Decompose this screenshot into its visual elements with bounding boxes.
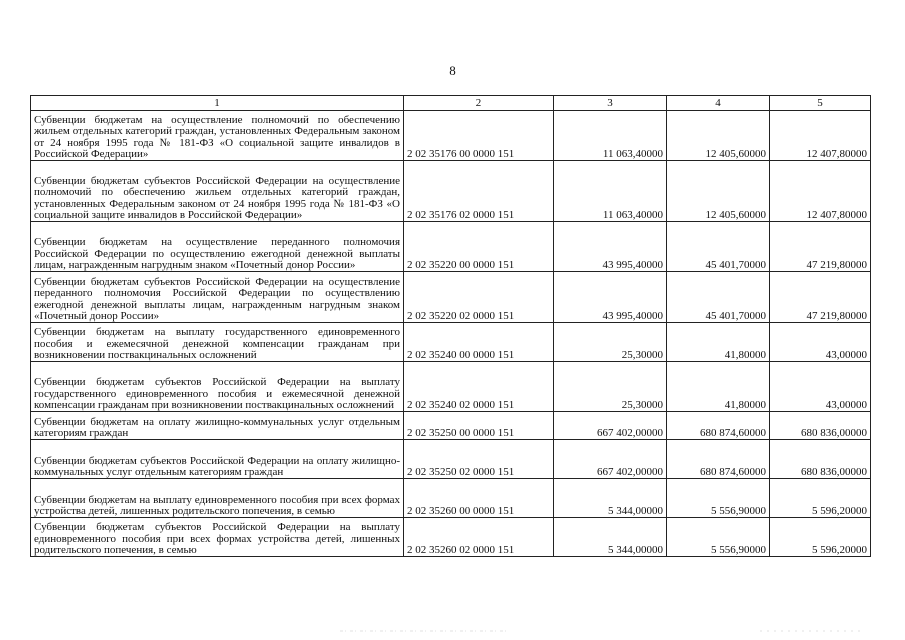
row-classification-code: 2 02 35250 02 0000 151 — [404, 440, 554, 479]
row-classification-code: 2 02 35250 00 0000 151 — [404, 412, 554, 440]
row-description: Субвенции бюджетам на осуществление переданного полномочия Российской Федерации по осуществлению ежегодной денежной выплаты лицам, награжденным нагрудным знаком «Почетный донор России» — [31, 222, 404, 272]
row-classification-code: 2 02 35220 02 0000 151 — [404, 272, 554, 323]
row-value-col3: 25,30000 — [554, 323, 667, 362]
row-value-col3: 5 344,00000 — [554, 518, 667, 557]
row-description: Субвенции бюджетам субъектов Российской Федерации на осуществление полномочий по обеспечению жильем отдельных категорий граждан, установленных Федеральным законом от 24 ноября 1995 года № 181-ФЗ «О социальной защите инвалидов в Российской Федерации» — [31, 161, 404, 222]
row-description: Субвенции бюджетам на осуществление полномочий по обеспечению жильем отдельных категорий граждан, установленных Федеральным законом от 24 ноября 1995 года № 181-ФЗ «О социальной защите инвалидов в Российской Федерации» — [31, 111, 404, 161]
row-value-col5: 43,00000 — [770, 323, 871, 362]
row-classification-code: 2 02 35260 00 0000 151 — [404, 479, 554, 518]
table-row — [31, 161, 871, 222]
column-header-1: 1 — [31, 96, 404, 111]
row-classification-code: 2 02 35240 00 0000 151 — [404, 323, 554, 362]
page-number: 8 — [449, 63, 456, 78]
table-row — [31, 362, 871, 412]
table-row — [31, 222, 871, 272]
budget-table — [30, 95, 871, 557]
row-value-col5: 47 219,80000 — [770, 222, 871, 272]
row-value-col4: 12 405,60000 — [667, 111, 770, 161]
row-classification-code: 2 02 35240 02 0000 151 — [404, 362, 554, 412]
row-description: Субвенции бюджетам субъектов Российской Федерации на оплату жилищно-коммунальных услуг отдельным категориям граждан — [31, 440, 404, 479]
table-row — [31, 323, 871, 362]
row-value-col3: 11 063,40000 — [554, 161, 667, 222]
row-value-col5: 680 836,00000 — [770, 412, 871, 440]
row-value-col4: 680 874,60000 — [667, 412, 770, 440]
row-value-col3: 667 402,00000 — [554, 412, 667, 440]
column-header-5: 5 — [770, 96, 871, 111]
table-row — [31, 111, 871, 161]
table-row — [31, 440, 871, 479]
row-description: Субвенции бюджетам на оплату жилищно-коммунальных услуг отдельным категориям граждан — [31, 412, 404, 440]
row-description: Субвенции бюджетам субъектов Российской Федерации на выплату государственного единовременного пособия и ежемесячной денежной компенсации гражданам при возникновении поствакцинальных осложнений — [31, 362, 404, 412]
row-value-col3: 11 063,40000 — [554, 111, 667, 161]
table-row — [31, 412, 871, 440]
row-classification-code: 2 02 35260 02 0000 151 — [404, 518, 554, 557]
header-row — [31, 96, 871, 111]
row-value-col3: 43 995,40000 — [554, 272, 667, 323]
row-value-col5: 12 407,80000 — [770, 111, 871, 161]
row-classification-code: 2 02 35176 00 0000 151 — [404, 111, 554, 161]
row-value-col4: 45 401,70000 — [667, 272, 770, 323]
table-row — [31, 479, 871, 518]
row-classification-code: 2 02 35220 00 0000 151 — [404, 222, 554, 272]
row-value-col3: 667 402,00000 — [554, 440, 667, 479]
row-value-col3: 25,30000 — [554, 362, 667, 412]
row-value-col4: 45 401,70000 — [667, 222, 770, 272]
row-value-col5: 5 596,20000 — [770, 479, 871, 518]
row-value-col4: 41,80000 — [667, 323, 770, 362]
table-row — [31, 518, 871, 557]
row-value-col3: 43 995,40000 — [554, 222, 667, 272]
row-description: Субвенции бюджетам на выплату единовременного пособия при всех формах устройства детей, лишенных родительского попечения, в семью — [31, 479, 404, 518]
row-value-col5: 5 596,20000 — [770, 518, 871, 557]
column-header-4: 4 — [667, 96, 770, 111]
row-value-col4: 680 874,60000 — [667, 440, 770, 479]
row-description: Субвенции бюджетам на выплату государственного единовременного пособия и ежемесячной денежной компенсации гражданам при возникновении поствакцинальных осложнений — [31, 323, 404, 362]
row-description: Субвенции бюджетам субъектов Российской Федерации на осуществление переданного полномочия Российской Федерации по осуществлению ежегодной денежной выплаты лицам, награжденным нагрудным знаком «Почетный донор России» — [31, 272, 404, 323]
row-description: Субвенции бюджетам субъектов Российской Федерации на выплату единовременного пособия при всех формах устройства детей, лишенных родительского попечения, в семью — [31, 518, 404, 557]
row-value-col5: 12 407,80000 — [770, 161, 871, 222]
column-header-2: 2 — [404, 96, 554, 111]
row-classification-code: 2 02 35176 02 0000 151 — [404, 161, 554, 222]
row-value-col4: 5 556,90000 — [667, 479, 770, 518]
row-value-col4: 5 556,90000 — [667, 518, 770, 557]
row-value-col4: 41,80000 — [667, 362, 770, 412]
row-value-col5: 47 219,80000 — [770, 272, 871, 323]
scan-artifact — [340, 629, 860, 633]
row-value-col5: 680 836,00000 — [770, 440, 871, 479]
row-value-col3: 5 344,00000 — [554, 479, 667, 518]
column-header-3: 3 — [554, 96, 667, 111]
row-value-col4: 12 405,60000 — [667, 161, 770, 222]
row-value-col5: 43,00000 — [770, 362, 871, 412]
table-row — [31, 272, 871, 323]
